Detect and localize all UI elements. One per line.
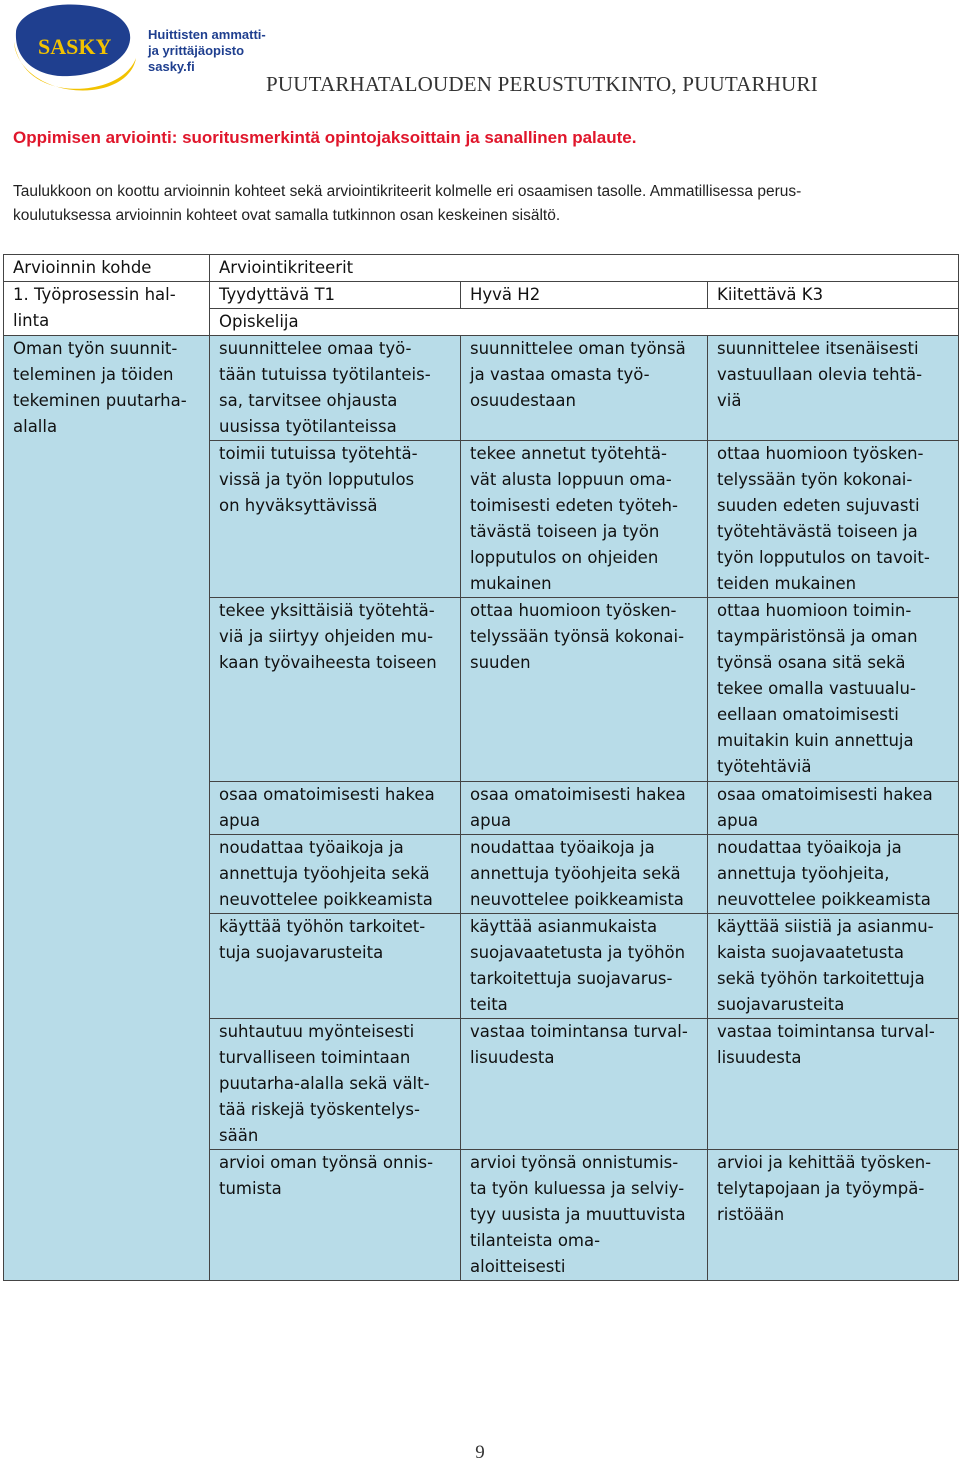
criteria-cell-h2 (461, 782, 708, 835)
criteria-text-line: neuvottelee poikkeamista (219, 890, 433, 909)
target-column-header (4, 255, 210, 282)
page-number: 9 (475, 1442, 485, 1463)
assessment-table (3, 254, 959, 1281)
criteria-text-line: mukainen (470, 574, 552, 593)
logo-tagline-line-3: sasky.fi (148, 59, 195, 74)
criteria-cell-t1 (210, 336, 461, 441)
criteria-cell-k3 (708, 914, 959, 1019)
criteria-text-line: muitakin kuin annettuja (717, 731, 914, 750)
level-h2-label: Hyvä H2 (470, 285, 541, 304)
criteria-cell-k3 (708, 1150, 959, 1281)
criteria-text-line: toimisesti edeten työteh- (470, 496, 678, 515)
criteria-text-line: tää riskejä työskentelys- (219, 1100, 420, 1119)
intro-line: koulutuksessa arvioinnin kohteet ovat samalla tutkinnon osan keskeinen sisältö. (13, 207, 561, 224)
criteria-text-line: vastaa toimintansa turval- (470, 1022, 688, 1041)
criteria-text-line: ja vastaa omasta työ- (470, 365, 650, 384)
subject-cell (210, 309, 959, 336)
criteria-cell-h2 (461, 336, 708, 441)
criteria-text-line: tekee annetut työtehtä- (470, 444, 667, 463)
intro-paragraph (13, 180, 938, 228)
criteria-text-line: suuden edeten sujuvasti (717, 496, 920, 515)
assessment-target-cell (4, 336, 210, 1281)
criteria-text-line: ottaa huomioon toimin- (717, 601, 912, 620)
assessment-table-body (4, 255, 959, 1281)
assessment-target-line: alalla (13, 417, 58, 436)
criteria-text-line: apua (219, 811, 261, 830)
criteria-text-line: taympäristönsä ja oman (717, 627, 918, 646)
criteria-text-line: vastuullaan olevia tehtä- (717, 365, 923, 384)
criteria-text-line: ristöään (717, 1205, 785, 1224)
subject-label: Opiskelija (219, 312, 299, 331)
criteria-text-line: suojavaatetusta ja työhön (470, 943, 686, 962)
criteria-text-line: vissä ja työn lopputulos (219, 470, 415, 489)
table-header-row (4, 255, 959, 282)
criteria-text-line: osaa omatoimisesti hakea (470, 785, 686, 804)
criteria-text-line: neuvottelee poikkeamista (470, 890, 684, 909)
criteria-cell-t1 (210, 1150, 461, 1281)
criteria-text-line: lopputulos on ohjeiden (470, 548, 659, 567)
criteria-text-line: annettuja työohjeita, (717, 864, 890, 883)
criteria-text-line: sekä työhön tarkoitettuja (717, 969, 925, 988)
document-title: PUUTARHATALOUDEN PERUSTUTKINTO, PUUTARHURI (266, 72, 818, 96)
criteria-text-line: tävästä toiseen ja työn (470, 522, 660, 541)
criteria-text-line: viä (717, 391, 742, 410)
criteria-text-line: eellaan omatoimisesti (717, 705, 899, 724)
logo-wordmark: SASKY (38, 34, 112, 59)
criteria-cell-k3 (708, 598, 959, 782)
criteria-cell-h2 (461, 1150, 708, 1281)
level-k3-label: Kiitettävä K3 (717, 285, 824, 304)
criteria-cell-t1 (210, 782, 461, 835)
assessment-target-line: Oman työn suunnit- (13, 339, 178, 358)
criteria-text-line: telytapojaan ja työympä- (717, 1179, 925, 1198)
criteria-text-line: ottaa huomioon työsken- (717, 444, 924, 463)
criteria-text-line: työn lopputulos on tavoit- (717, 548, 930, 567)
criteria-text-line: uusissa työtilanteissa (219, 417, 397, 436)
criteria-cell-h2 (461, 835, 708, 914)
criteria-cell-k3 (708, 336, 959, 441)
criteria-cell-h2 (461, 1019, 708, 1150)
section-title-line: 1. Työprosessin hal- (13, 285, 176, 304)
criteria-cell-k3 (708, 1019, 959, 1150)
criteria-text-line: kaista suojavaatetusta (717, 943, 904, 962)
criteria-text-line: tumista (219, 1179, 282, 1198)
criteria-text-line: osuudestaan (470, 391, 576, 410)
criteria-text-line: suunnittelee omaa työ- (219, 339, 412, 358)
criteria-text-line: puutarha-alalla sekä vält- (219, 1074, 430, 1093)
logo-tagline-line-2: ja yrittäjäopisto (148, 43, 245, 58)
criteria-cell-t1 (210, 441, 461, 598)
sasky-logo (12, 2, 266, 94)
criteria-text-line: ta työn kuluessa ja selviy- (470, 1179, 685, 1198)
criteria-text-line: apua (717, 811, 759, 830)
criteria-text-line: ottaa huomioon työsken- (470, 601, 677, 620)
criteria-text-line: kaan työvaiheesta toiseen (219, 653, 437, 672)
criteria-text-line: turvalliseen toimintaan (219, 1048, 411, 1067)
criteria-column-header (210, 255, 959, 282)
criteria-text-line: suhtautuu myönteisesti (219, 1022, 415, 1041)
level-k3-header (708, 282, 959, 309)
criteria-text-line: työtehtäviä (717, 757, 812, 776)
criteria-text-line: viä ja siirtyy ohjeiden mu- (219, 627, 434, 646)
level-t1-label: Tyydyttävä T1 (219, 285, 336, 304)
criteria-cell-t1 (210, 914, 461, 1019)
criteria-text-line: suojavarusteita (717, 995, 845, 1014)
criteria-text-line: tään tutuissa työtilanteis- (219, 365, 431, 384)
criteria-text-line: apua (470, 811, 512, 830)
assessment-target-line: teleminen ja töiden (13, 365, 174, 384)
criteria-text-line: tuja suojavarusteita (219, 943, 384, 962)
logo-tagline-line-1: Huittisten ammatti- (148, 27, 266, 42)
criteria-text-line: käyttää siistiä ja asianmu- (717, 917, 934, 936)
criteria-text-line: suunnittelee oman työnsä (470, 339, 686, 358)
criteria-text-line: neuvottelee poikkeamista (717, 890, 931, 909)
criteria-text-line: tekee omalla vastuualu- (717, 679, 916, 698)
section-title-cell (4, 282, 210, 336)
criteria-text-line: sään (219, 1126, 259, 1145)
level-h2-header (461, 282, 708, 309)
section-heading: Oppimisen arviointi: suoritusmerkintä opintojaksoittain ja sanallinen palaute. (13, 128, 637, 147)
criteria-text-line: vastaa toimintansa turval- (717, 1022, 935, 1041)
criteria-text-line: suunnittelee itsenäisesti (717, 339, 919, 358)
criteria-text-line: teita (470, 995, 508, 1014)
criteria-text-line: käyttää asianmukaista (470, 917, 658, 936)
criteria-text-line: työnsä osana sitä sekä (717, 653, 906, 672)
criteria-text-line: toimii tutuissa työtehtä- (219, 444, 418, 463)
criteria-text-line: tilanteista oma- (470, 1231, 601, 1250)
criteria-text-line: arvioi ja kehittää työsken- (717, 1153, 932, 1172)
criteria-text-line: annettuja työohjeita sekä (470, 864, 681, 883)
assessment-target-line: tekeminen puutarha- (13, 391, 187, 410)
criteria-text-line: teiden mukainen (717, 574, 857, 593)
criteria-text-line: arvioi oman työnsä onnis- (219, 1153, 434, 1172)
criteria-text-line: tekee yksittäisiä työtehtä- (219, 601, 435, 620)
intro-line: Taulukkoon on koottu arvioinnin kohteet sekä arviointikriteerit kolmelle eri osaamisen tasolle. Ammatillisessa perus- (13, 183, 802, 200)
criteria-text-line: tarkoitettuja suojavarus- (470, 969, 673, 988)
criteria-cell-h2 (461, 441, 708, 598)
criteria-cell-h2 (461, 598, 708, 782)
criteria-cell-t1 (210, 1019, 461, 1150)
criteria-text-line: noudattaa työaikoja ja (219, 838, 404, 857)
criteria-text-line: tyy uusista ja muuttuvista (470, 1205, 686, 1224)
criteria-text-line: sa, tarvitsee ohjausta (219, 391, 398, 410)
criteria-text-line: lisuudesta (470, 1048, 555, 1067)
criteria-text-line: arvioi työnsä onnistumis- (470, 1153, 679, 1172)
criteria-text-line: noudattaa työaikoja ja (470, 838, 655, 857)
criteria-text-line: suuden (470, 653, 531, 672)
level-t1-header (210, 282, 461, 309)
criteria-cell-t1 (210, 598, 461, 782)
criteria-text-line: telyssään työn kokonai- (717, 470, 913, 489)
criteria-cell-k3 (708, 782, 959, 835)
criteria-cell-t1 (210, 835, 461, 914)
criteria-cell-k3 (708, 441, 959, 598)
criteria-text-line: aloitteisesti (470, 1257, 566, 1276)
section-title-line: linta (13, 311, 50, 330)
criteria-text-line: on hyväksyttävissä (219, 496, 378, 515)
criteria-text-line: käyttää työhön tarkoitet- (219, 917, 426, 936)
criteria-text-line: annettuja työohjeita sekä (219, 864, 430, 883)
criteria-text-line: työtehtävästä toiseen ja (717, 522, 918, 541)
criteria-text-line: telyssään työnsä kokonai- (470, 627, 685, 646)
criteria-cell-h2 (461, 914, 708, 1019)
levels-row (4, 282, 959, 309)
target-label: Arvioinnin kohde (13, 258, 152, 277)
criteria-label: Arviointikriteerit (219, 258, 354, 277)
criteria-text-line: osaa omatoimisesti hakea (717, 785, 933, 804)
criteria-text-line: osaa omatoimisesti hakea (219, 785, 435, 804)
criteria-row (4, 336, 959, 441)
criteria-text-line: lisuudesta (717, 1048, 802, 1067)
criteria-cell-k3 (708, 835, 959, 914)
criteria-text-line: noudattaa työaikoja ja (717, 838, 902, 857)
criteria-text-line: vät alusta loppuun oma- (470, 470, 672, 489)
